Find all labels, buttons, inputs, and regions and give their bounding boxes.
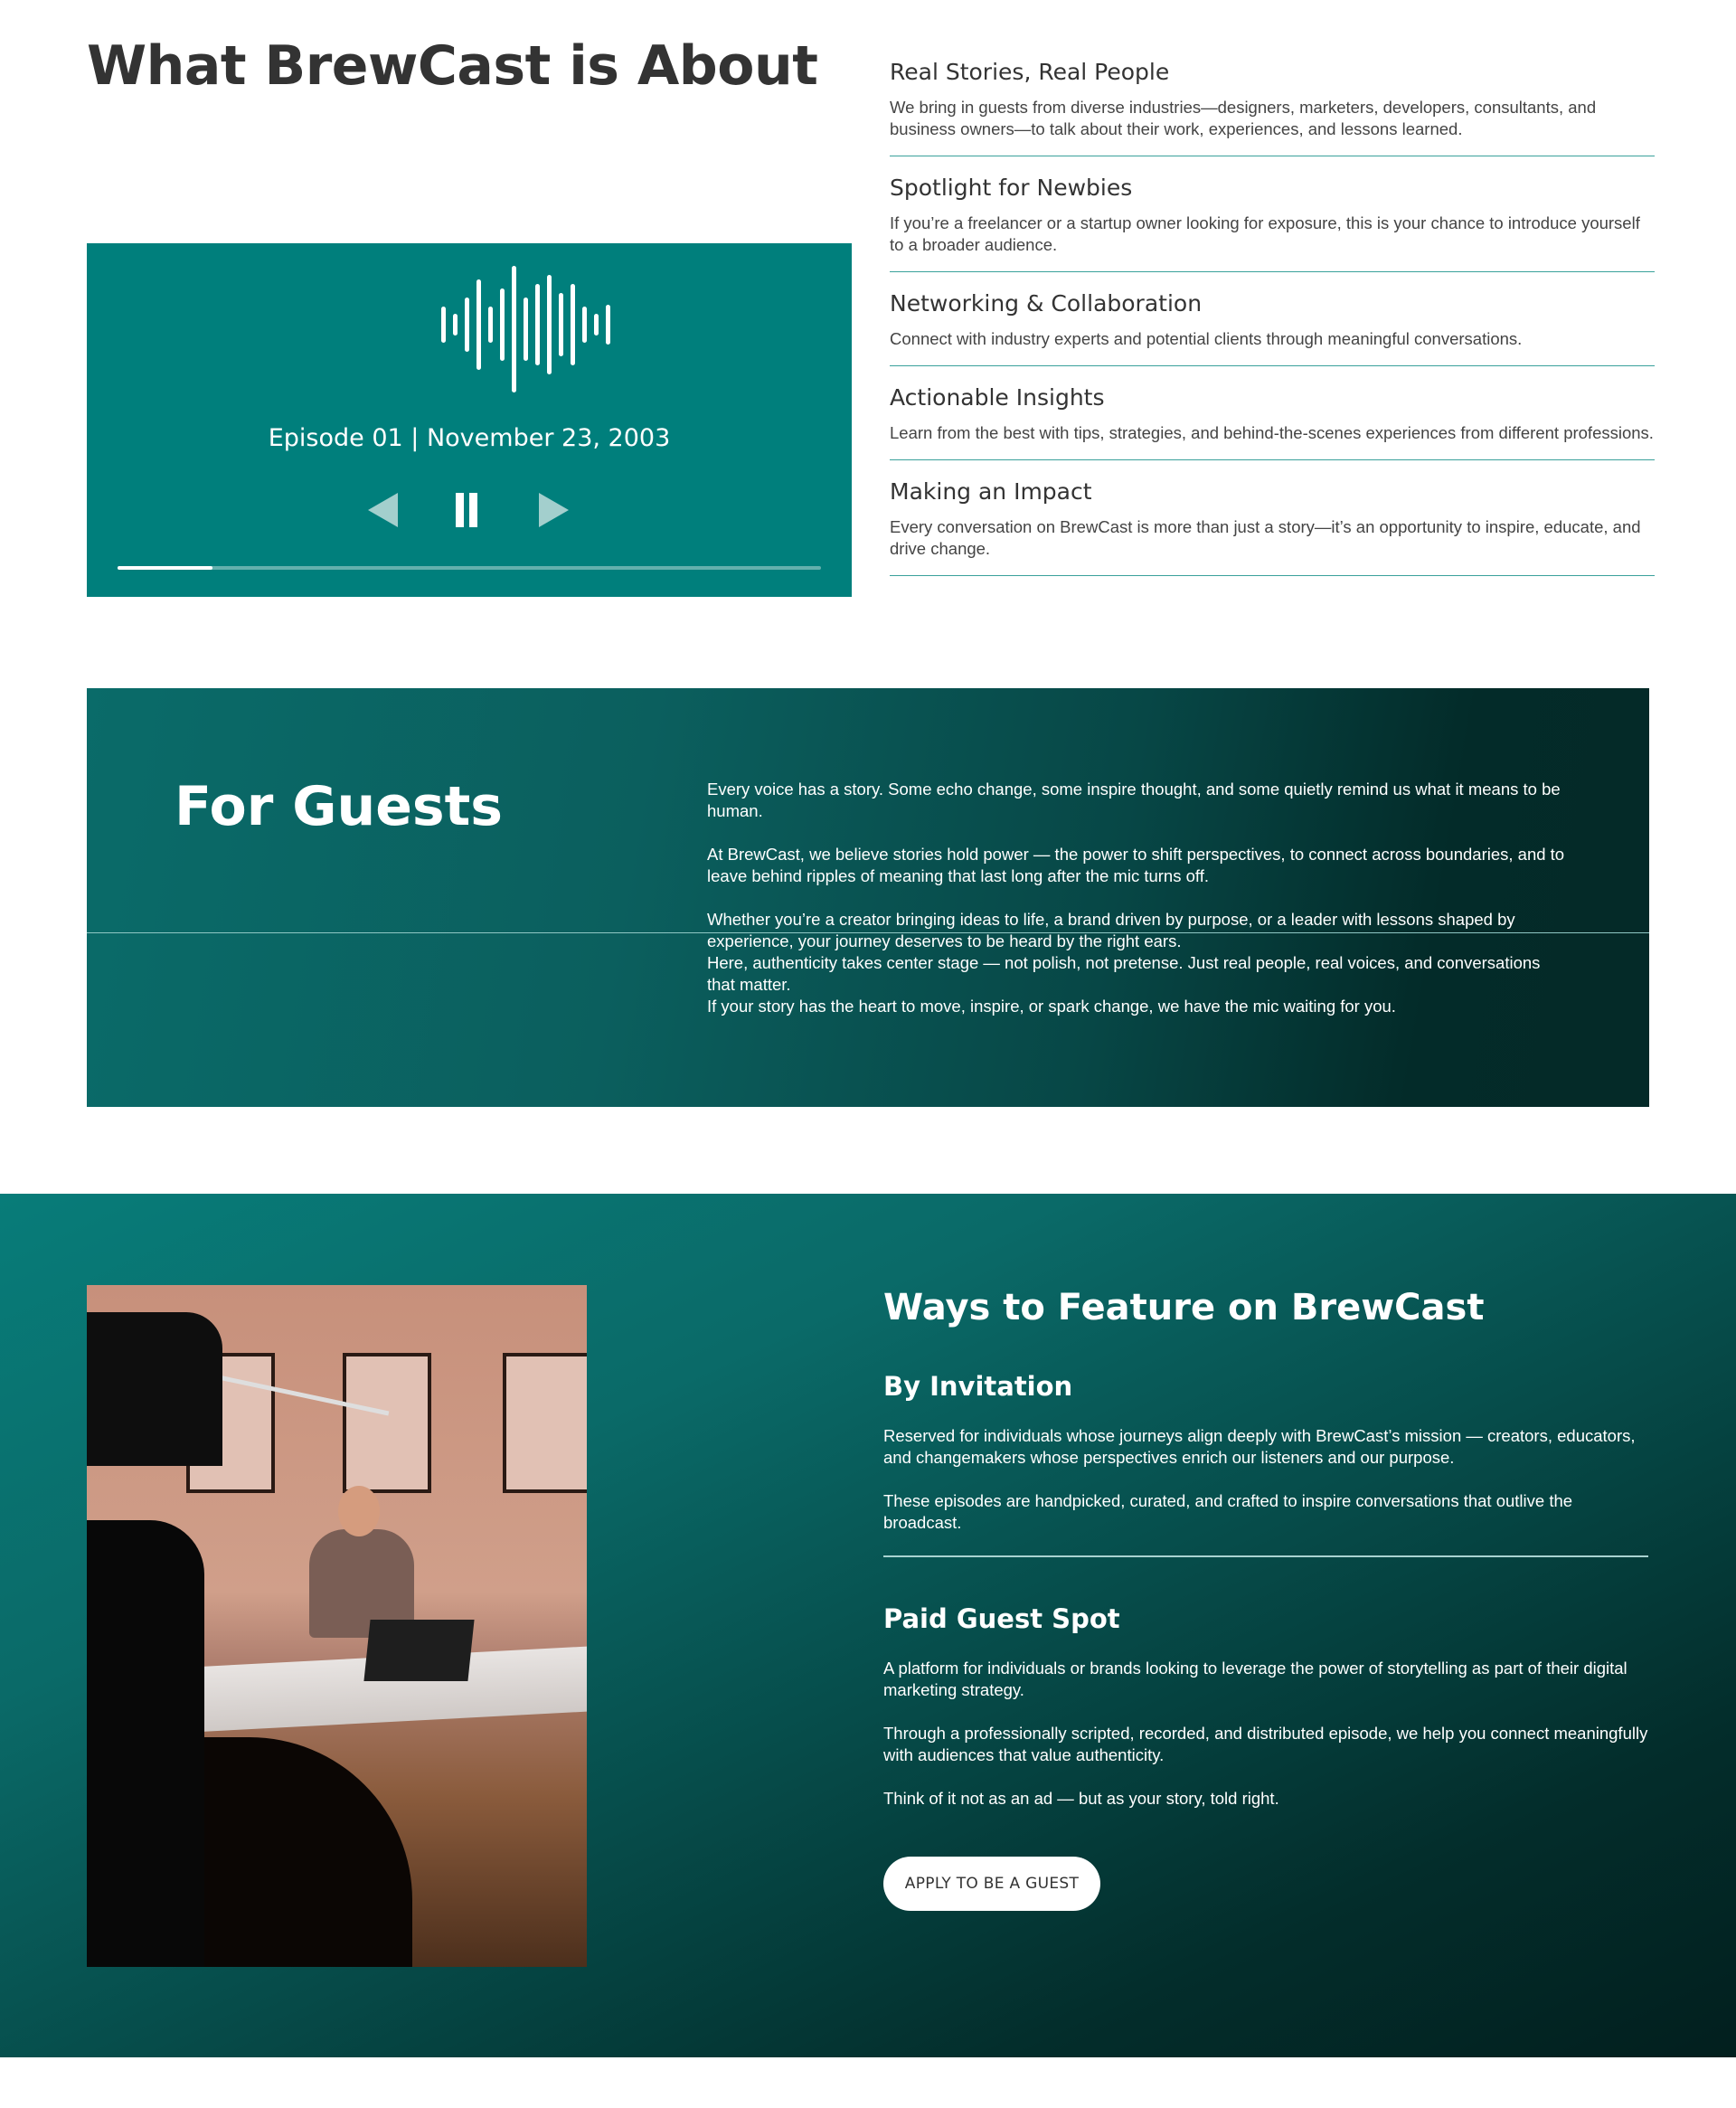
- previous-icon: [368, 493, 398, 527]
- laptop: [363, 1620, 474, 1681]
- guests-title: For Guests: [175, 775, 504, 838]
- feature-item: [890, 477, 1655, 576]
- feature-text: Connect with industry experts and potential clients through meaningful conversations.: [890, 329, 1523, 348]
- feature-title: Making an Impact: [890, 478, 1092, 505]
- for-guests-section: [87, 688, 1649, 1107]
- episode-label: Episode 01 | November 23, 2003: [268, 424, 671, 452]
- wall-art: [503, 1353, 587, 1493]
- about-title: What BrewCast is About: [87, 34, 818, 98]
- feature-title: Spotlight for Newbies: [890, 175, 1133, 201]
- feature-text: Learn from the best with tips, strategies, and behind-the-scenes experiences from different professions.: [890, 423, 1654, 442]
- previous-button[interactable]: [368, 491, 404, 529]
- guests-paragraph: Every voice has a story. Some echo change, some inspire thought, and some quietly remind us what it means to be human.: [707, 780, 1561, 820]
- next-icon: [539, 493, 569, 527]
- guests-paragraph: At BrewCast, we believe stories hold power — the power to shift perspectives, to connect across boundaries, and to leave behind ripples of meaning that last long after the mic turns off.: [707, 845, 1565, 885]
- guests-paragraph: Whether you’re a creator bringing ideas to life, a brand driven by purpose, or a leader with lessons shaped by experience, your journey deserves to be heard by the right ears.: [707, 910, 1515, 950]
- divider: [883, 1555, 1648, 1557]
- next-button[interactable]: [539, 491, 575, 529]
- feature-item: [890, 58, 1655, 156]
- studio-photo: [87, 1285, 587, 1967]
- feature-title: Real Stories, Real People: [890, 59, 1170, 85]
- apply-button[interactable]: APPLY TO BE A GUEST: [883, 1857, 1100, 1911]
- ways-section: [0, 1194, 1736, 2057]
- feature-text: Every conversation on BrewCast is more than just a story—it’s an opportunity to inspire, educate, and drive change.: [890, 517, 1641, 558]
- feature-title: Actionable Insights: [890, 384, 1105, 411]
- feature-item: [890, 174, 1655, 272]
- feature-text: We bring in guests from diverse industries—designers, marketers, developers, consultants, and business owners—to talk about their work, experiences, and lessons learned.: [890, 98, 1597, 138]
- audio-player: [87, 243, 852, 597]
- invitation-text: These episodes are handpicked, curated, and crafted to inspire conversations that outlive the broadcast.: [883, 1491, 1573, 1532]
- progress-bar[interactable]: [118, 566, 821, 570]
- about-section: [0, 0, 1736, 669]
- guests-paragraph: Here, authenticity takes center stage — not polish, not pretense. Just real people, real voices, and conversations that matter.: [707, 953, 1541, 994]
- softbox-light: [87, 1312, 222, 1466]
- invitation-text: Reserved for individuals whose journeys align deeply with BrewCast’s mission — creators, educators, and changemakers whose perspectives enrich our listeners and our purpose.: [883, 1426, 1636, 1467]
- person-head: [338, 1486, 380, 1536]
- progress-fill: [118, 566, 212, 570]
- guests-text: [707, 779, 1566, 1017]
- invitation-title: By Invitation: [883, 1371, 1073, 1402]
- feature-text: If you’re a freelancer or a startup owner looking for exposure, this is your chance to introduce yourself to a broader audience.: [890, 213, 1640, 254]
- feature-item: [890, 289, 1655, 366]
- paid-text: Through a professionally scripted, recorded, and distributed episode, we help you connect meaningfully with audiences that value authenticity.: [883, 1723, 1648, 1764]
- guests-paragraph: If your story has the heart to move, inspire, or spark change, we have the mic waiting for you.: [707, 997, 1396, 1016]
- pause-button[interactable]: [452, 491, 488, 529]
- ways-title: Ways to Feature on BrewCast: [883, 1287, 1485, 1328]
- paid-text: A platform for individuals or brands looking to leverage the power of storytelling as part of their digital marketing strategy.: [883, 1658, 1628, 1699]
- paid-title: Paid Guest Spot: [883, 1602, 1120, 1634]
- camera: [87, 1520, 204, 1967]
- feature-title: Networking & Collaboration: [890, 290, 1203, 317]
- feature-list: [890, 58, 1655, 593]
- wall-art: [343, 1353, 431, 1493]
- feature-item: [890, 383, 1655, 460]
- paid-text: Think of it not as an ad — but as your story, told right.: [883, 1788, 1279, 1808]
- ways-content: [883, 1285, 1648, 1911]
